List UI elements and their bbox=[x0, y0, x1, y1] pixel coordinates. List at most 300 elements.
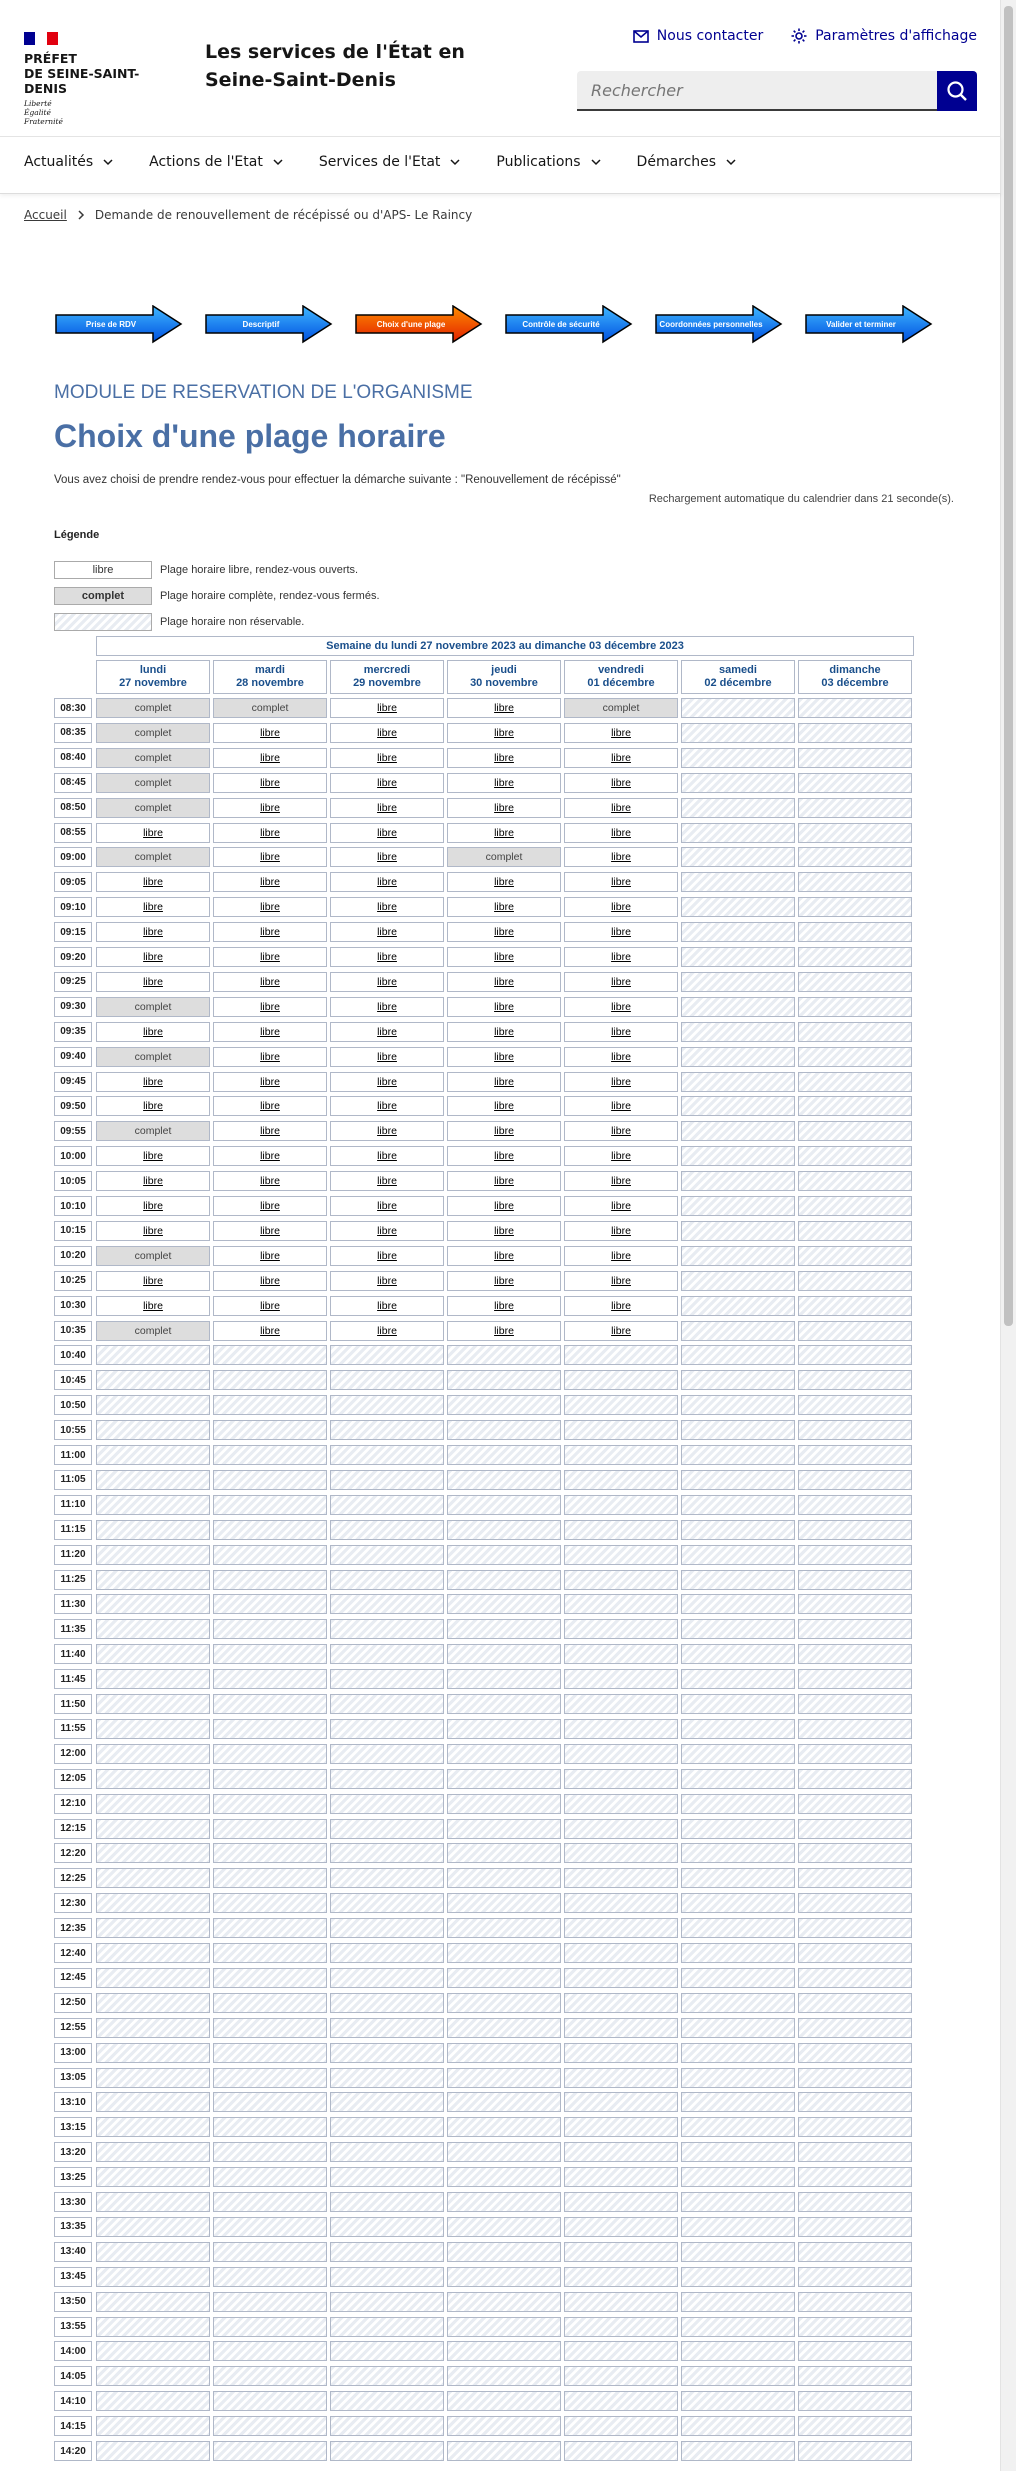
slot-free[interactable]: libre bbox=[96, 823, 210, 843]
devise-liberte: Liberté bbox=[24, 99, 52, 108]
slot-free[interactable]: libre bbox=[96, 1221, 210, 1241]
time-label: 11:25 bbox=[54, 1570, 92, 1590]
slot-free[interactable]: libre bbox=[330, 1146, 444, 1166]
slot-free[interactable]: libre bbox=[447, 997, 561, 1017]
site-title[interactable]: Les services de l'État en Seine-Saint-Denis bbox=[205, 41, 465, 91]
slot-free[interactable]: libre bbox=[330, 1072, 444, 1092]
slot-free[interactable]: libre bbox=[564, 922, 678, 942]
slot-free[interactable]: libre bbox=[213, 1171, 327, 1191]
slot-free[interactable]: libre bbox=[447, 1047, 561, 1067]
slot-free[interactable]: libre bbox=[330, 798, 444, 818]
slot-free[interactable]: libre bbox=[213, 1271, 327, 1291]
slot-unavailable bbox=[681, 2018, 795, 2038]
slot-free[interactable]: libre bbox=[96, 947, 210, 967]
nav-item[interactable] bbox=[319, 137, 461, 187]
scrollbar-thumb[interactable] bbox=[1004, 6, 1013, 1326]
slot-free[interactable]: libre bbox=[330, 1221, 444, 1241]
slot-unavailable bbox=[681, 1769, 795, 1789]
slot-free[interactable]: libre bbox=[564, 1271, 678, 1291]
slot-free[interactable]: libre bbox=[447, 1246, 561, 1266]
slot-free[interactable]: libre bbox=[96, 1296, 210, 1316]
slot-unavailable bbox=[798, 2391, 912, 2411]
slot-free[interactable]: libre bbox=[213, 872, 327, 892]
intro-text: Vous avez choisi de prendre rendez-vous pour effectuer la démarche suivante : "Renouvellement de récépissé" bbox=[54, 474, 621, 486]
slot-unavailable bbox=[564, 1794, 678, 1814]
time-label: 13:50 bbox=[54, 2292, 92, 2312]
slot-free[interactable]: libre bbox=[330, 748, 444, 768]
slot-unavailable bbox=[681, 1868, 795, 1888]
slot-unavailable bbox=[798, 1420, 912, 1440]
slot-unavailable bbox=[213, 1545, 327, 1565]
slot-unavailable bbox=[330, 1619, 444, 1639]
slot-full: complet bbox=[96, 1121, 210, 1141]
booking-step-label: Descriptif bbox=[242, 319, 280, 329]
slot-unavailable bbox=[447, 1694, 561, 1714]
slot-free[interactable]: libre bbox=[564, 1196, 678, 1216]
slot-free[interactable]: libre bbox=[330, 922, 444, 942]
slot-free[interactable]: libre bbox=[96, 1146, 210, 1166]
slot-unavailable bbox=[681, 2317, 795, 2337]
slot-unavailable bbox=[330, 1993, 444, 2013]
contact-label: Nous contacter bbox=[656, 28, 764, 44]
slot-free[interactable]: libre bbox=[96, 1171, 210, 1191]
slot-free[interactable]: libre bbox=[564, 1246, 678, 1266]
slot-unavailable bbox=[564, 1570, 678, 1590]
slot-unavailable bbox=[96, 2416, 210, 2436]
slot-unavailable bbox=[798, 1868, 912, 1888]
time-label: 08:40 bbox=[54, 748, 92, 768]
slot-unavailable bbox=[96, 1420, 210, 1440]
slot-free[interactable]: libre bbox=[447, 723, 561, 743]
slot-free[interactable]: libre bbox=[447, 798, 561, 818]
slot-unavailable bbox=[564, 1694, 678, 1714]
slot-unavailable bbox=[681, 1072, 795, 1092]
slot-free[interactable]: libre bbox=[447, 1072, 561, 1092]
slot-unavailable bbox=[564, 1594, 678, 1614]
slot-free[interactable]: libre bbox=[213, 798, 327, 818]
booking-steps bbox=[55, 305, 935, 351]
slot-free[interactable]: libre bbox=[330, 1171, 444, 1191]
page-scrollbar[interactable] bbox=[1000, 0, 1016, 2471]
slot-free[interactable]: libre bbox=[96, 1096, 210, 1116]
slot-unavailable bbox=[213, 1345, 327, 1365]
slot-unavailable bbox=[330, 1395, 444, 1415]
slot-free[interactable]: libre bbox=[447, 748, 561, 768]
slot-free[interactable]: libre bbox=[564, 1321, 678, 1341]
slot-unavailable bbox=[681, 1570, 795, 1590]
slot-free[interactable]: libre bbox=[330, 698, 444, 718]
slot-free[interactable]: libre bbox=[96, 872, 210, 892]
slot-free[interactable]: libre bbox=[213, 922, 327, 942]
slot-free[interactable]: libre bbox=[564, 1072, 678, 1092]
slot-unavailable bbox=[330, 2242, 444, 2262]
slot-free[interactable]: libre bbox=[447, 922, 561, 942]
slot-unavailable bbox=[564, 1943, 678, 1963]
slot-unavailable bbox=[564, 2441, 678, 2461]
slot-unavailable bbox=[681, 723, 795, 743]
slot-free[interactable]: libre bbox=[447, 823, 561, 843]
slot-free[interactable]: libre bbox=[96, 1022, 210, 1042]
slot-free[interactable]: libre bbox=[564, 1047, 678, 1067]
slot-free[interactable]: libre bbox=[447, 1146, 561, 1166]
slot-unavailable bbox=[681, 1470, 795, 1490]
day-header bbox=[96, 660, 210, 694]
slot-free[interactable]: libre bbox=[330, 997, 444, 1017]
slot-free[interactable]: libre bbox=[447, 897, 561, 917]
search-bar bbox=[577, 71, 977, 111]
time-label: 13:45 bbox=[54, 2267, 92, 2287]
breadcrumb-current: Demande de renouvellement de récépissé ou d'APS- Le Raincy bbox=[94, 208, 473, 222]
slot-unavailable bbox=[798, 922, 912, 942]
time-label: 11:40 bbox=[54, 1644, 92, 1664]
french-flag-icon bbox=[24, 32, 58, 45]
slot-unavailable bbox=[330, 2068, 444, 2088]
slot-free[interactable]: libre bbox=[330, 1321, 444, 1341]
slot-unavailable bbox=[447, 2068, 561, 2088]
day-name: vendredi bbox=[598, 664, 644, 676]
slot-unavailable bbox=[798, 2043, 912, 2063]
slot-free[interactable]: libre bbox=[213, 997, 327, 1017]
slot-unavailable bbox=[447, 1420, 561, 1440]
slot-unavailable bbox=[798, 1719, 912, 1739]
day-date: 01 décembre bbox=[587, 677, 655, 689]
slot-unavailable bbox=[798, 1470, 912, 1490]
slot-full: complet bbox=[96, 723, 210, 743]
slot-free[interactable]: libre bbox=[564, 1096, 678, 1116]
slot-unavailable bbox=[798, 1644, 912, 1664]
slot-free[interactable]: libre bbox=[213, 1246, 327, 1266]
slot-free[interactable]: libre bbox=[330, 723, 444, 743]
search-button[interactable] bbox=[937, 71, 977, 111]
slot-unavailable bbox=[564, 1619, 678, 1639]
slot-unavailable bbox=[798, 773, 912, 793]
slot-free[interactable]: libre bbox=[213, 1121, 327, 1141]
slot-free[interactable]: libre bbox=[447, 947, 561, 967]
slot-free[interactable]: libre bbox=[96, 1271, 210, 1291]
slot-free[interactable]: libre bbox=[330, 1121, 444, 1141]
slot-unavailable bbox=[681, 1669, 795, 1689]
slot-unavailable bbox=[681, 2416, 795, 2436]
slot-unavailable bbox=[330, 2416, 444, 2436]
slot-free[interactable]: libre bbox=[564, 947, 678, 967]
booking-step bbox=[655, 305, 783, 343]
slot-unavailable bbox=[681, 1271, 795, 1291]
slot-unavailable bbox=[213, 2043, 327, 2063]
slot-unavailable bbox=[213, 1794, 327, 1814]
slot-unavailable bbox=[96, 2366, 210, 2386]
slot-full: complet bbox=[96, 1246, 210, 1266]
time-label: 12:10 bbox=[54, 1794, 92, 1814]
slot-free[interactable]: libre bbox=[447, 1121, 561, 1141]
slot-unavailable bbox=[330, 1794, 444, 1814]
slot-free[interactable]: libre bbox=[213, 1296, 327, 1316]
slot-unavailable bbox=[96, 1495, 210, 1515]
slot-free[interactable]: libre bbox=[447, 1196, 561, 1216]
slot-unavailable bbox=[330, 1545, 444, 1565]
slot-unavailable bbox=[798, 1968, 912, 1988]
booking-step bbox=[55, 305, 183, 343]
slot-unavailable bbox=[798, 1221, 912, 1241]
slot-free[interactable]: libre bbox=[330, 897, 444, 917]
slot-free[interactable]: libre bbox=[564, 748, 678, 768]
slot-unavailable bbox=[798, 2117, 912, 2137]
slot-unavailable bbox=[330, 2292, 444, 2312]
slot-free[interactable]: libre bbox=[213, 1022, 327, 1042]
time-label: 12:30 bbox=[54, 1893, 92, 1913]
day-date: 28 novembre bbox=[236, 677, 304, 689]
slot-free[interactable]: libre bbox=[96, 1072, 210, 1092]
slot-unavailable bbox=[213, 2068, 327, 2088]
slot-unavailable bbox=[447, 1395, 561, 1415]
booking-step bbox=[505, 305, 633, 343]
slot-unavailable bbox=[681, 2267, 795, 2287]
slot-unavailable bbox=[798, 1570, 912, 1590]
slot-unavailable bbox=[798, 2018, 912, 2038]
slot-unavailable bbox=[681, 2117, 795, 2137]
mail-icon bbox=[633, 30, 649, 43]
slot-free[interactable]: libre bbox=[330, 1271, 444, 1291]
slot-free[interactable]: libre bbox=[564, 997, 678, 1017]
slot-unavailable bbox=[213, 2267, 327, 2287]
slot-free[interactable]: libre bbox=[564, 897, 678, 917]
slot-unavailable bbox=[798, 748, 912, 768]
time-label: 09:15 bbox=[54, 922, 92, 942]
slot-unavailable bbox=[681, 2242, 795, 2262]
slot-free[interactable]: libre bbox=[564, 847, 678, 867]
slot-unavailable bbox=[447, 2292, 561, 2312]
slot-unavailable bbox=[681, 1171, 795, 1191]
slot-unavailable bbox=[564, 1719, 678, 1739]
time-label: 10:35 bbox=[54, 1321, 92, 1341]
time-label: 11:30 bbox=[54, 1594, 92, 1614]
slot-unavailable bbox=[681, 1644, 795, 1664]
slot-free[interactable]: libre bbox=[213, 947, 327, 967]
slot-free[interactable]: libre bbox=[564, 872, 678, 892]
slot-free[interactable]: libre bbox=[330, 823, 444, 843]
slot-unavailable bbox=[213, 2167, 327, 2187]
slot-free[interactable]: libre bbox=[330, 1022, 444, 1042]
slot-unavailable bbox=[447, 2317, 561, 2337]
main-navigation bbox=[0, 137, 1001, 194]
slot-free[interactable]: libre bbox=[213, 1321, 327, 1341]
slot-unavailable bbox=[564, 1520, 678, 1540]
nav-item[interactable] bbox=[149, 137, 283, 187]
slot-unavailable bbox=[96, 2192, 210, 2212]
slot-free[interactable]: libre bbox=[213, 723, 327, 743]
slot-unavailable bbox=[96, 1794, 210, 1814]
slot-free[interactable]: libre bbox=[213, 1221, 327, 1241]
day-header bbox=[330, 660, 444, 694]
slot-unavailable bbox=[681, 2341, 795, 2361]
slot-unavailable bbox=[798, 2217, 912, 2237]
slot-free[interactable]: libre bbox=[447, 1271, 561, 1291]
slot-free[interactable]: libre bbox=[447, 1296, 561, 1316]
slot-free[interactable]: libre bbox=[213, 897, 327, 917]
slot-unavailable bbox=[681, 2391, 795, 2411]
slot-free[interactable]: libre bbox=[213, 773, 327, 793]
legend-na bbox=[54, 613, 304, 631]
slot-free[interactable]: libre bbox=[213, 1146, 327, 1166]
time-label: 13:30 bbox=[54, 2192, 92, 2212]
slot-unavailable bbox=[330, 2391, 444, 2411]
slot-free[interactable]: libre bbox=[330, 1296, 444, 1316]
slot-free[interactable]: libre bbox=[564, 723, 678, 743]
slot-unavailable bbox=[213, 2018, 327, 2038]
slot-free[interactable]: libre bbox=[330, 1246, 444, 1266]
day-header bbox=[213, 660, 327, 694]
time-label: 14:15 bbox=[54, 2416, 92, 2436]
slot-unavailable bbox=[447, 1594, 561, 1614]
slot-unavailable bbox=[447, 2416, 561, 2436]
slot-unavailable bbox=[798, 798, 912, 818]
slot-free[interactable]: libre bbox=[564, 773, 678, 793]
slot-unavailable bbox=[798, 1171, 912, 1191]
slot-free[interactable]: libre bbox=[213, 1072, 327, 1092]
contact-link[interactable] bbox=[633, 28, 763, 44]
slot-unavailable bbox=[447, 2391, 561, 2411]
time-label: 11:55 bbox=[54, 1719, 92, 1739]
day-date: 29 novembre bbox=[353, 677, 421, 689]
search-icon bbox=[946, 80, 968, 102]
chevron-right-icon bbox=[77, 210, 85, 220]
slot-unavailable bbox=[564, 1868, 678, 1888]
slot-full: complet bbox=[447, 847, 561, 867]
slot-unavailable bbox=[798, 1022, 912, 1042]
slot-free[interactable]: libre bbox=[447, 872, 561, 892]
chevron-down-icon bbox=[450, 159, 460, 166]
slot-unavailable bbox=[798, 972, 912, 992]
week-label: Semaine du lundi 27 novembre 2023 au dimanche 03 décembre 2023 bbox=[96, 636, 914, 656]
slot-unavailable bbox=[564, 2068, 678, 2088]
day-date: 27 novembre bbox=[119, 677, 187, 689]
slot-unavailable bbox=[564, 2391, 678, 2411]
slot-unavailable bbox=[96, 2117, 210, 2137]
slot-free[interactable]: libre bbox=[213, 1196, 327, 1216]
slot-unavailable bbox=[213, 1520, 327, 1540]
slot-free[interactable]: libre bbox=[564, 823, 678, 843]
slot-free[interactable]: libre bbox=[213, 823, 327, 843]
time-label: 10:45 bbox=[54, 1370, 92, 1390]
nav-item[interactable] bbox=[637, 137, 737, 187]
nav-item[interactable] bbox=[24, 137, 113, 187]
slot-free[interactable]: libre bbox=[564, 798, 678, 818]
search-input[interactable] bbox=[577, 71, 937, 111]
slot-free[interactable]: libre bbox=[447, 1096, 561, 1116]
slot-free[interactable]: libre bbox=[330, 847, 444, 867]
slot-free[interactable]: libre bbox=[564, 972, 678, 992]
slot-unavailable bbox=[330, 1868, 444, 1888]
slot-free[interactable]: libre bbox=[330, 773, 444, 793]
slot-unavailable bbox=[96, 2018, 210, 2038]
slot-unavailable bbox=[798, 1744, 912, 1764]
slot-unavailable bbox=[798, 1321, 912, 1341]
time-label: 10:25 bbox=[54, 1271, 92, 1291]
slot-free[interactable]: libre bbox=[96, 1196, 210, 1216]
slot-unavailable bbox=[681, 1321, 795, 1341]
logo-text-line2: DE SEINE-SAINT-DENIS bbox=[24, 66, 140, 96]
time-label: 12:45 bbox=[54, 1968, 92, 1988]
slot-free[interactable]: libre bbox=[447, 1321, 561, 1341]
slot-unavailable bbox=[213, 1819, 327, 1839]
slot-free[interactable]: libre bbox=[447, 972, 561, 992]
slot-unavailable bbox=[96, 2068, 210, 2088]
chevron-down-icon bbox=[103, 159, 113, 166]
prefet-logo[interactable] bbox=[24, 32, 174, 126]
time-label: 13:00 bbox=[54, 2043, 92, 2063]
slot-unavailable bbox=[96, 1893, 210, 1913]
legend-na-text: Plage horaire non réservable. bbox=[160, 616, 305, 628]
slot-unavailable bbox=[213, 1843, 327, 1863]
slot-unavailable bbox=[213, 2192, 327, 2212]
time-label: 09:35 bbox=[54, 1022, 92, 1042]
slot-unavailable bbox=[681, 1819, 795, 1839]
slot-unavailable bbox=[96, 1644, 210, 1664]
slot-unavailable bbox=[330, 1893, 444, 1913]
slot-unavailable bbox=[330, 2018, 444, 2038]
slot-free[interactable]: libre bbox=[564, 1146, 678, 1166]
slot-free[interactable]: libre bbox=[564, 1121, 678, 1141]
display-settings-button[interactable] bbox=[791, 28, 977, 44]
slot-unavailable bbox=[447, 2341, 561, 2361]
slot-free[interactable]: libre bbox=[447, 1221, 561, 1241]
slot-free[interactable]: libre bbox=[213, 847, 327, 867]
slot-unavailable bbox=[798, 1619, 912, 1639]
slot-free[interactable]: libre bbox=[564, 1221, 678, 1241]
slot-free[interactable]: libre bbox=[96, 972, 210, 992]
slot-free[interactable]: libre bbox=[96, 922, 210, 942]
slot-free[interactable]: libre bbox=[330, 1047, 444, 1067]
slot-free[interactable]: libre bbox=[213, 1096, 327, 1116]
slot-free[interactable]: libre bbox=[564, 1171, 678, 1191]
slot-unavailable bbox=[798, 2192, 912, 2212]
time-label: 14:10 bbox=[54, 2391, 92, 2411]
nav-item[interactable] bbox=[496, 137, 600, 187]
slot-unavailable bbox=[96, 1694, 210, 1714]
slot-full: complet bbox=[96, 997, 210, 1017]
slot-free[interactable]: libre bbox=[330, 1096, 444, 1116]
slot-free[interactable]: libre bbox=[330, 1196, 444, 1216]
sun-icon bbox=[791, 28, 807, 44]
slot-free[interactable]: libre bbox=[330, 947, 444, 967]
slot-free[interactable]: libre bbox=[330, 872, 444, 892]
slot-free[interactable]: libre bbox=[564, 1296, 678, 1316]
slot-full: complet bbox=[96, 698, 210, 718]
slot-unavailable bbox=[798, 2267, 912, 2287]
slot-free[interactable]: libre bbox=[447, 1022, 561, 1042]
slot-unavailable bbox=[564, 2092, 678, 2112]
slot-unavailable bbox=[213, 1719, 327, 1739]
slot-free[interactable]: libre bbox=[447, 698, 561, 718]
slot-unavailable bbox=[96, 1843, 210, 1863]
slot-free[interactable]: libre bbox=[330, 972, 444, 992]
slot-free[interactable]: libre bbox=[96, 897, 210, 917]
slot-free[interactable]: libre bbox=[213, 972, 327, 992]
slot-unavailable bbox=[564, 1669, 678, 1689]
slot-free[interactable]: libre bbox=[213, 1047, 327, 1067]
slot-unavailable bbox=[798, 1345, 912, 1365]
slot-unavailable bbox=[798, 1395, 912, 1415]
slot-free[interactable]: libre bbox=[447, 1171, 561, 1191]
breadcrumb-home-link[interactable]: Accueil bbox=[24, 208, 67, 222]
time-label: 09:05 bbox=[54, 872, 92, 892]
slot-free[interactable]: libre bbox=[213, 748, 327, 768]
slot-free[interactable]: libre bbox=[447, 773, 561, 793]
slot-unavailable bbox=[681, 2292, 795, 2312]
slot-unavailable bbox=[96, 2092, 210, 2112]
time-label: 09:20 bbox=[54, 947, 92, 967]
slot-unavailable bbox=[447, 1370, 561, 1390]
slot-free[interactable]: libre bbox=[564, 1022, 678, 1042]
